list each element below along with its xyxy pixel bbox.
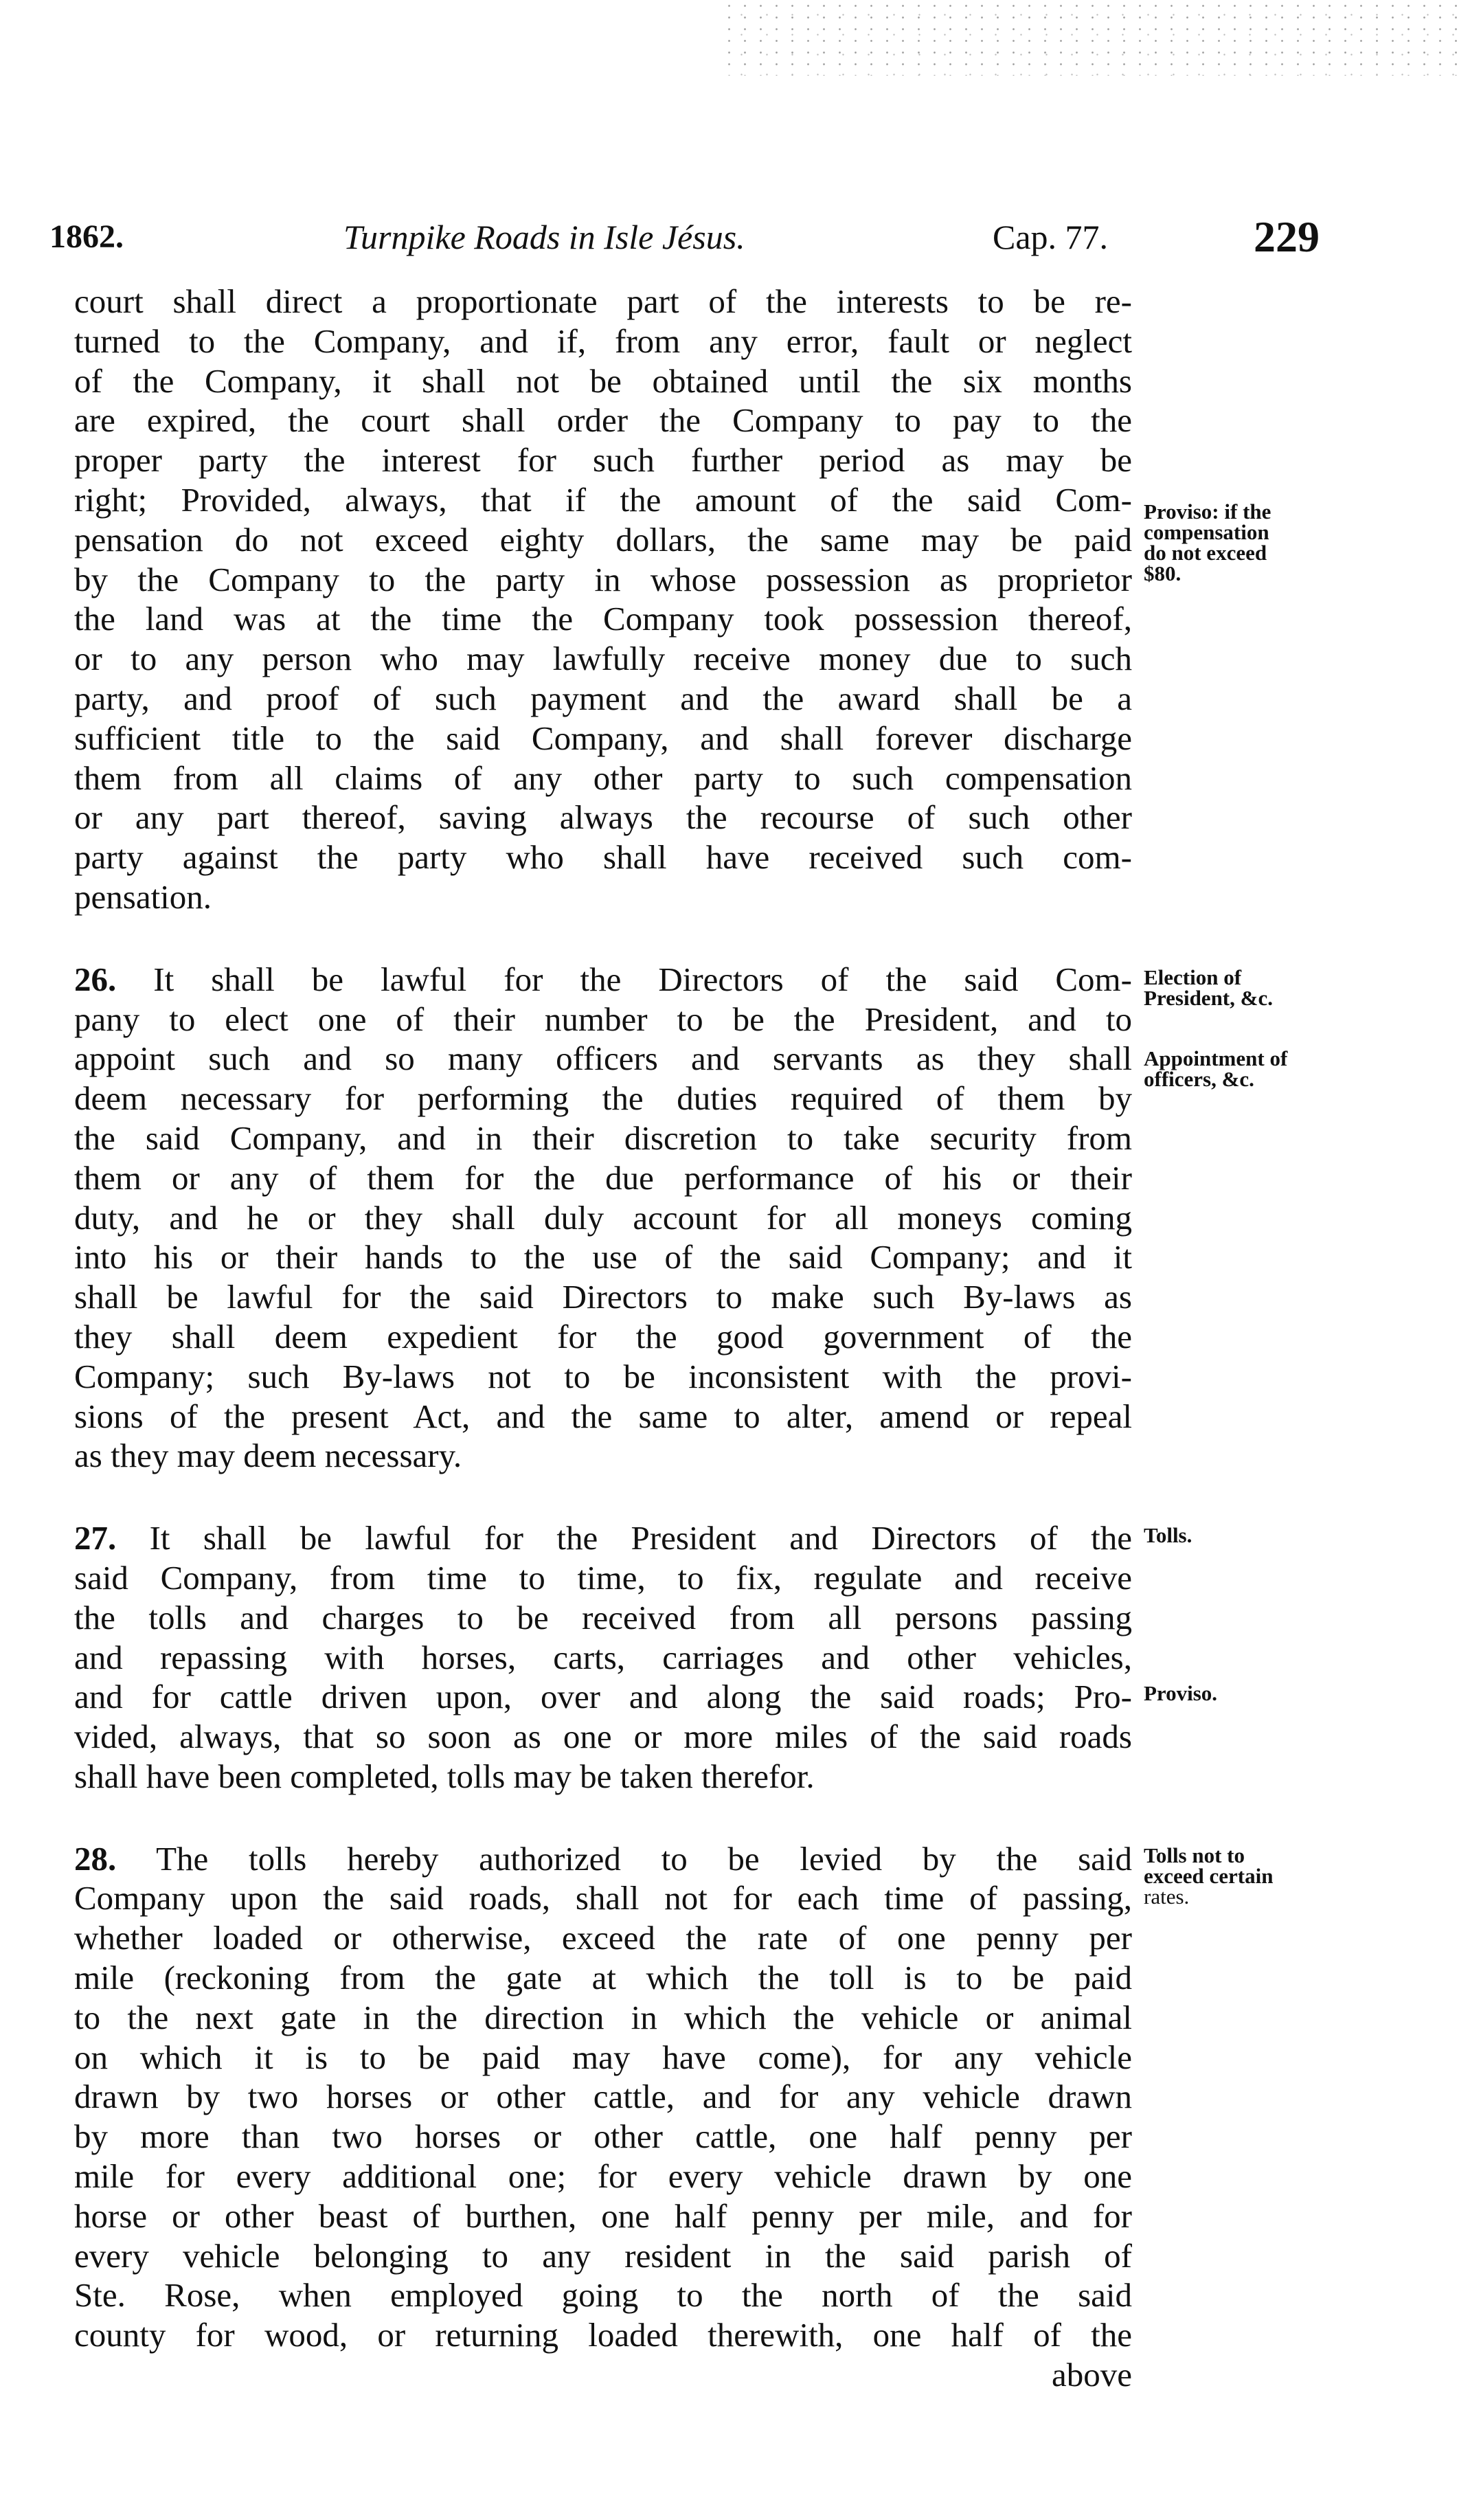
text-line: by more than two horses or other cattle, one half penny per bbox=[74, 2117, 1132, 2156]
text-line: shall be lawful for the said Directors to make such By-laws as bbox=[74, 1278, 1132, 1316]
body-text bbox=[74, 282, 1132, 2395]
header-year: 1862. bbox=[49, 218, 124, 255]
text-line: county for wood, or returning loaded therewith, one half of the bbox=[74, 2316, 1132, 2354]
page-number: 229 bbox=[1254, 212, 1320, 261]
text-line: deem necessary for performing the duties required of them by bbox=[74, 1079, 1132, 1118]
text-line: party, and proof of such payment and the award shall be a bbox=[74, 679, 1132, 717]
margin-note-tolls-not-exceed: Tolls not to exceed certain rates. bbox=[1144, 1843, 1274, 1909]
text-line: right; Provided, always, that if the amount of the said Com- bbox=[74, 480, 1132, 519]
text-line: turned to the Company, and if, from any error, fault or neglect bbox=[74, 322, 1132, 360]
text-line: by the Company to the party in whose possession as proprietor bbox=[74, 560, 1132, 598]
margin-note-election-president: Election of President, &c. bbox=[1144, 965, 1273, 1010]
text-line: as they may deem necessary. bbox=[74, 1437, 462, 1475]
text-line: pany to elect one of their number to be the President, and to bbox=[74, 1000, 1132, 1038]
text-line: the said Company, and in their discretion to take security from bbox=[74, 1118, 1132, 1157]
text-line: into his or their hands to the use of the said Company; and it bbox=[74, 1238, 1132, 1276]
section-number: 27. bbox=[74, 1519, 117, 1557]
text-line: It shall be lawful for the President and Directors of the bbox=[149, 1519, 1132, 1557]
text-line: vided, always, that so soon as one or more miles of the said roads bbox=[74, 1718, 1132, 1756]
section-28-first-line bbox=[74, 1839, 1132, 1879]
section-26-first-line bbox=[74, 960, 1132, 1000]
margin-note-proviso-tolls: Proviso. bbox=[1144, 1681, 1218, 1705]
text-line: proper party the interest for such further period as may be bbox=[74, 441, 1132, 480]
text-line: on which it is to be paid may have come), for any vehicle bbox=[74, 2038, 1132, 2076]
section-number: 26. bbox=[74, 960, 117, 998]
text-line: drawn by two horses or other cattle, and for any vehicle drawn bbox=[74, 2078, 1132, 2116]
header-chapter: Cap. 77. bbox=[993, 218, 1109, 256]
text-line: them or any of them for the due performance of his or their bbox=[74, 1158, 1132, 1197]
text-line: sufficient title to the said Company, and shall forever discharge bbox=[74, 719, 1132, 757]
text-line: horse or other beast of burthen, one half penny per mile, and for bbox=[74, 2196, 1132, 2235]
text-line: them from all claims of any other party to such compensation bbox=[74, 758, 1132, 797]
text-line: The tolls hereby authorized to be levied by the said bbox=[156, 1839, 1132, 1878]
text-line: whether loaded or otherwise, exceed the rate of one penny per bbox=[74, 1919, 1132, 1957]
text-line: pensation. bbox=[74, 877, 212, 916]
text-line: pensation do not exceed eighty dollars, the same may be paid bbox=[74, 520, 1132, 559]
text-line: Company upon the said roads, shall not for each time of passing, bbox=[74, 1879, 1132, 1917]
text-line: every vehicle belonging to any resident in the said parish of bbox=[74, 2236, 1132, 2275]
text-line: the tolls and charges to be received from all persons passing bbox=[74, 1598, 1132, 1636]
text-line: of the Company, it shall not be obtained until the six months bbox=[74, 361, 1132, 400]
text-line: are expired, the court shall order the Company to pay to the bbox=[74, 401, 1132, 440]
text-line: and for cattle driven upon, over and along the said roads; Pro- bbox=[74, 1678, 1132, 1716]
text-line: duty, and he or they shall duly account for all moneys coming bbox=[74, 1198, 1132, 1237]
margin-note-tolls: Tolls. bbox=[1144, 1523, 1192, 1547]
text-line: said Company, from time to time, to fix, regulate and receive bbox=[74, 1558, 1132, 1597]
header-title: Turnpike Roads in Isle Jésus. bbox=[343, 218, 745, 256]
text-line: Company; such By-laws not to be inconsistent with the provi- bbox=[74, 1357, 1132, 1395]
margin-note-proviso-compensation: Proviso: if the compensation do not exceed $80. bbox=[1144, 499, 1271, 585]
text-line: party against the party who shall have received such com- bbox=[74, 838, 1132, 877]
text-line: It shall be lawful for the Directors of the said Com- bbox=[153, 960, 1132, 998]
catchword: above bbox=[1052, 2356, 1132, 2394]
text-line: mile (reckoning from the gate at which the toll is to be paid bbox=[74, 1959, 1132, 1997]
text-line: mile for every additional one; for every vehicle drawn by one bbox=[74, 2157, 1132, 2196]
text-line: to the next gate in the direction in which the vehicle or animal bbox=[74, 1998, 1132, 2036]
text-line: sions of the present Act, and the same to alter, amend or repeal bbox=[74, 1397, 1132, 1435]
text-line: and repassing with horses, carts, carriages and other vehicles, bbox=[74, 1638, 1132, 1676]
section-number: 28. bbox=[74, 1839, 117, 1878]
margin-notes bbox=[1144, 0, 1467, 2520]
text-line: court shall direct a proportionate part of the interests to be re- bbox=[74, 282, 1132, 320]
text-line: the land was at the time the Company took possession thereof, bbox=[74, 600, 1132, 638]
section-27-first-line bbox=[74, 1518, 1132, 1558]
text-line: Ste. Rose, when employed going to the north of the said bbox=[74, 2276, 1132, 2315]
text-line: shall have been completed, tolls may be taken therefor. bbox=[74, 1757, 815, 1795]
text-line: or any part thereof, saving always the recourse of such other bbox=[74, 798, 1132, 837]
text-line: appoint such and so many officers and servants as they shall bbox=[74, 1039, 1132, 1078]
margin-note-appointment-officers: Appointment of officers, &c. bbox=[1144, 1046, 1288, 1091]
text-line: or to any person who may lawfully receive money due to such bbox=[74, 640, 1132, 678]
text-line: they shall deem expedient for the good government of the bbox=[74, 1317, 1132, 1355]
